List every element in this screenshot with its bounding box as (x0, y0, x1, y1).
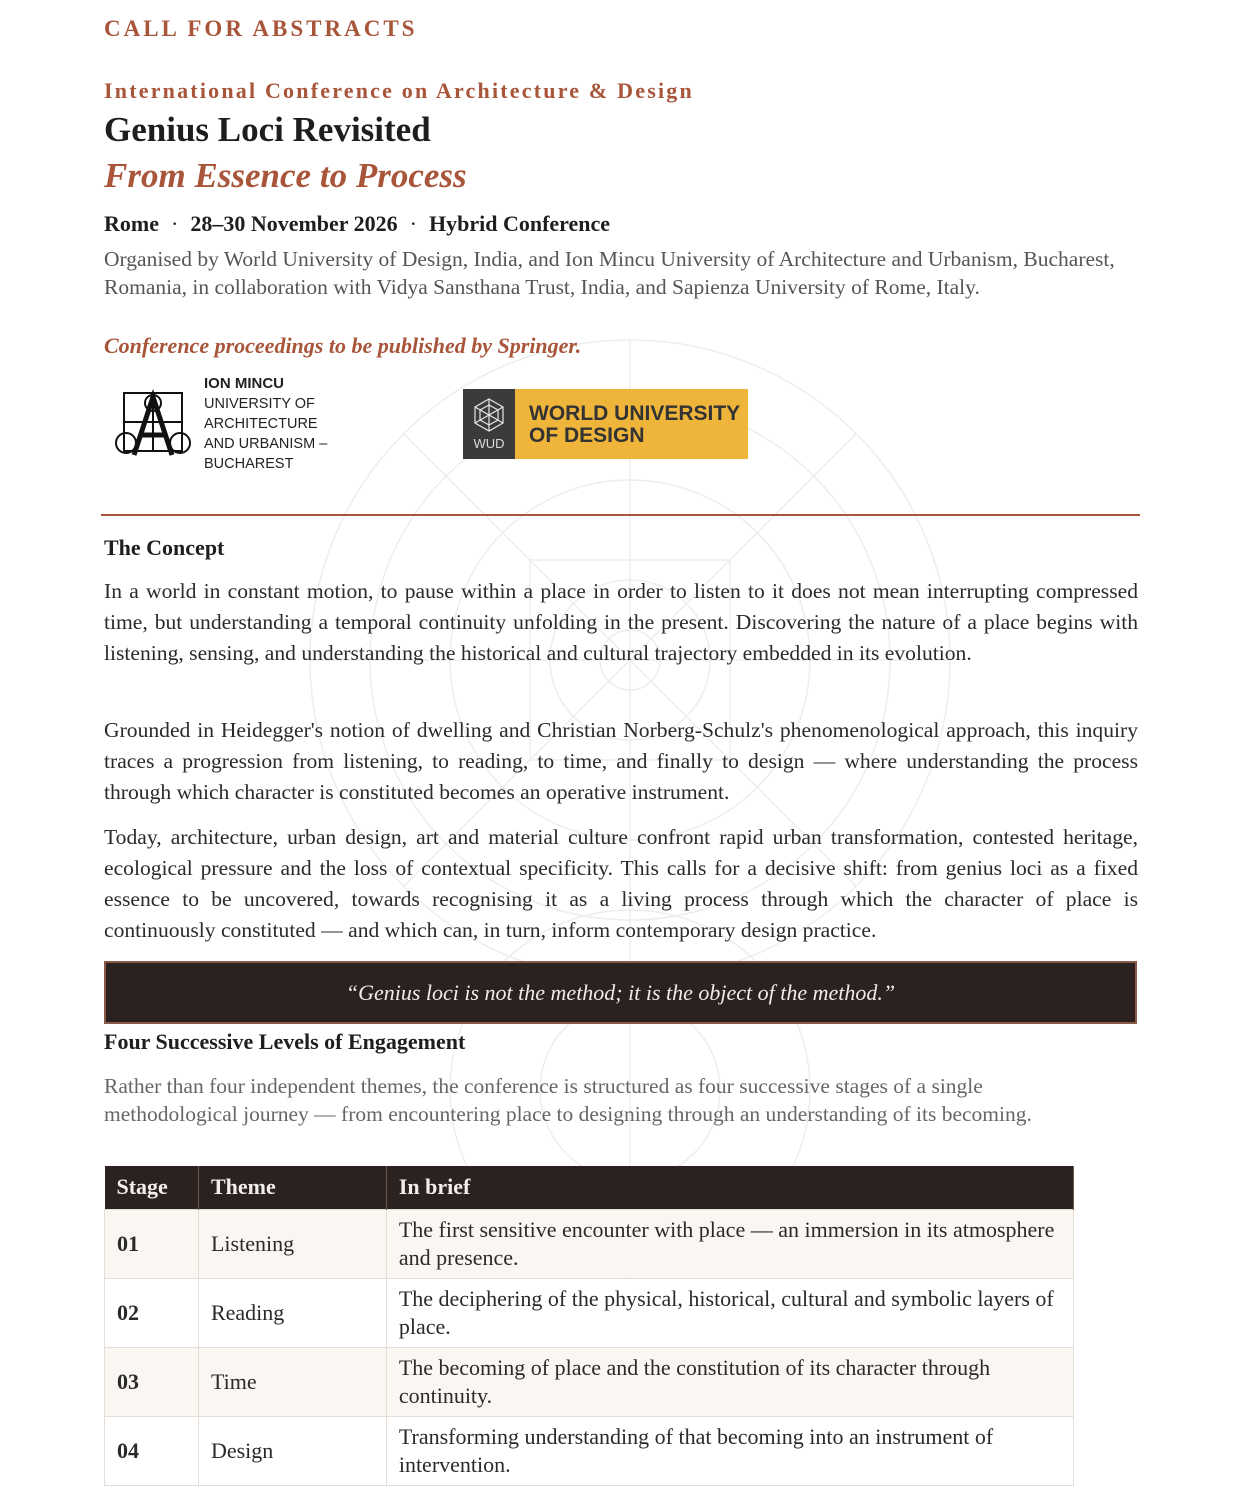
event-separator: · (409, 211, 417, 236)
table-row (105, 1416, 1074, 1485)
wud-wordmark (515, 389, 748, 459)
stage-number: 03 (105, 1347, 199, 1416)
stage-brief: The becoming of place and the constitution of its character through continuity. (386, 1347, 1073, 1416)
event-format: Hybrid Conference (429, 211, 611, 236)
section-divider (101, 514, 1140, 516)
stage-theme: Time (198, 1347, 386, 1416)
event-details (104, 211, 610, 237)
column-header-stage: Stage (105, 1166, 199, 1209)
table-row (105, 1209, 1074, 1278)
ion-mincu-name: ION MINCU (204, 375, 284, 392)
concept-paragraph-1: In a world in constant motion, to pause within a place in order to listen to it does not mean interrupting compressed time, but understanding a temporal continuity unfolding in the present. Discovering the nature of a place begins with listening, sensing, and understanding the historical and cultural trajectory embedded in its evolution. (104, 579, 1138, 665)
event-separator: · (170, 211, 179, 236)
ion-mincu-logo (112, 375, 412, 472)
column-header-brief: In brief (386, 1166, 1073, 1209)
table-row (105, 1347, 1074, 1416)
concept-heading: The Concept (104, 535, 225, 560)
conference-title: Genius Loci Revisited (104, 110, 431, 149)
stage-theme: Listening (198, 1209, 386, 1278)
table-header-row (105, 1166, 1074, 1209)
wud-line2: OF DESIGN (529, 424, 645, 447)
conference-series: International Conference on Architecture & Design (104, 78, 694, 103)
proceedings-note: Conference proceedings to be published by Springer. (104, 333, 582, 358)
background-floorplan-pattern (300, 330, 960, 1290)
concept-paragraph-3: Today, architecture, urban design, art and material culture confront rapid urban transformation, contested heritage, ecological pressure and the loss of contextual specificity. This calls for a decisive shift: from genius loci as a fixed essence to be uncovered, towards recognising it as a living process through which the character of place is continuously constituted — and which can, in turn, inform contemporary design practice. (104, 825, 1138, 942)
ion-mincu-emblem-icon (112, 389, 194, 459)
quote-banner (104, 961, 1137, 1024)
ion-mincu-line3: AND URBANISM – BUCHAREST (204, 436, 328, 472)
stage-theme: Design (198, 1416, 386, 1485)
table-row (105, 1278, 1074, 1347)
stage-theme: Reading (198, 1278, 386, 1347)
event-dates: 28–30 November 2026 (190, 211, 398, 236)
conference-subtitle: From Essence to Process (104, 156, 467, 195)
levels-heading: Four Successive Levels of Engagement (104, 1029, 466, 1054)
column-header-theme: Theme (198, 1166, 386, 1209)
ion-mincu-line2: UNIVERSITY OF ARCHITECTURE (204, 396, 318, 432)
wud-line1: WORLD UNIVERSITY (529, 402, 741, 425)
call-for-abstracts-label: CALL FOR ABSTRACTS (104, 16, 418, 41)
stage-number: 04 (105, 1416, 199, 1485)
quote-text: “Genius loci is not the method; it is the object of the method.” (345, 979, 896, 1005)
wud-logo (463, 389, 748, 459)
stage-brief: The first sensitive encounter with place — an immersion in its atmosphere and presence. (386, 1209, 1073, 1278)
stage-brief: Transforming understanding of that becoming into an instrument of intervention. (386, 1416, 1073, 1485)
wud-geometric-icon (471, 397, 507, 433)
ion-mincu-wordmark (204, 374, 412, 474)
levels-intro: Rather than four independent themes, the conference is structured as four successive stages of a single methodological journey — from encountering place to designing through an understanding of its becoming. (104, 1074, 1032, 1126)
wud-abbreviation: WUD (473, 436, 505, 451)
wud-mark (463, 389, 515, 459)
stage-number: 02 (105, 1278, 199, 1347)
stages-table (104, 1166, 1074, 1486)
concept-paragraph-2: Grounded in Heidegger's notion of dwelling and Christian Norberg-Schulz's phenomenological approach, this inquiry traces a progression from listening, to reading, to time, and finally to design — where understanding the process through which character is constituted becomes an operative instrument. (104, 718, 1138, 804)
event-city: Rome (104, 211, 159, 236)
organiser-statement: Organised by World University of Design, India, and Ion Mincu University of Architecture and Urbanism, Bucharest, Romania, in collaboration with Vidya Sansthana Trust, India, and Sapienza University of Rome, Italy. (104, 247, 1115, 299)
stage-brief: The deciphering of the physical, historical, cultural and symbolic layers of place. (386, 1278, 1073, 1347)
stage-number: 01 (105, 1209, 199, 1278)
